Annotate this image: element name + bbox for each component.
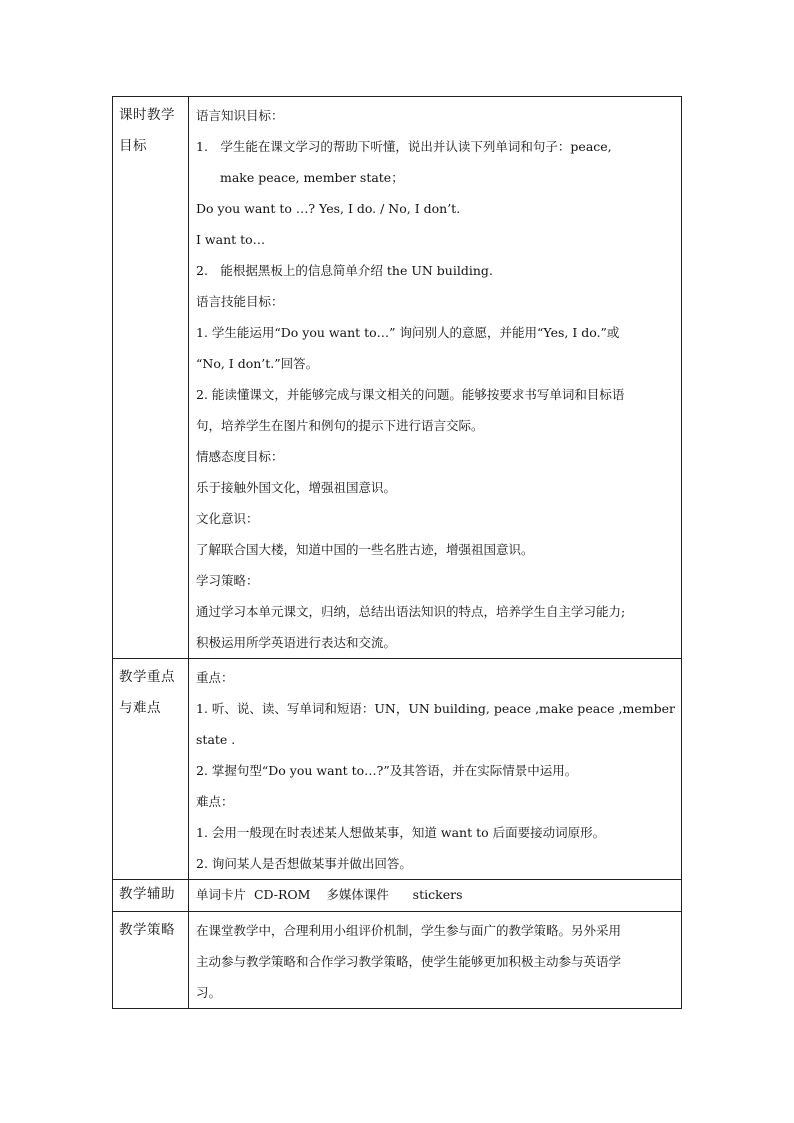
text-line: 2. 掌握句型“Do you want to…?”及其答语，并在实际情景中运用。	[196, 763, 578, 778]
heading-emotion-attitude: 情感态度目标：	[196, 449, 284, 464]
text-line: 1. 会用一般现在时表述某人想做某事，知道 want to 后面要接动词原形。	[196, 825, 606, 840]
heading-difficult-points: 难点：	[196, 794, 234, 809]
text-line: 积极运用所学英语进行表达和交流。	[196, 635, 397, 650]
content-cell-teaching-strategy	[189, 912, 682, 1009]
lesson-plan-page	[112, 96, 681, 1009]
text-line: “No, I don’t.”回答。	[196, 356, 319, 371]
row-label-line: 教学辅助	[119, 886, 175, 902]
row-label-line: 目标	[119, 138, 147, 154]
heading-cultural-awareness: 文化意识：	[196, 511, 259, 526]
text-line: 1. 学生能运用“Do you want to…” 询问别人的意愿，并能用“Yes, I do.”或	[196, 325, 620, 340]
text-line: 乐于接触外国文化，增强祖国意识。	[196, 480, 397, 495]
content-cell-objectives	[189, 97, 682, 659]
text-line: 2. 能读懂课文，并能够完成与课文相关的问题。能够按要求书写单词和目标语	[196, 387, 625, 402]
text-line: 习。	[196, 985, 222, 1000]
label-cell-teaching-strategy	[113, 912, 189, 1009]
heading-learning-strategy: 学习策略：	[196, 573, 259, 588]
text-line: 单词卡片 CD-ROM 多媒体课件 stickers	[196, 887, 463, 902]
row-label-line: 课时教学	[119, 107, 175, 123]
text-line: 主动参与教学策略和合作学习教学策略，使学生能够更加积极主动参与英语学	[196, 954, 622, 969]
text-line: 了解联合国大楼，知道中国的一些名胜古迹，增强祖国意识。	[196, 542, 534, 557]
text-line: 通过学习本单元课文，归纳，总结出语法知识的特点，培养学生自主学习能力;	[196, 604, 626, 619]
lesson-plan-table	[112, 96, 682, 1009]
label-cell-key-points	[113, 659, 189, 880]
text-line: 在课堂教学中，合理利用小组评价机制，学生参与面广的教学策略。另外采用	[196, 923, 622, 938]
heading-language-skills: 语言技能目标：	[196, 294, 284, 309]
text-line: make peace, member state；	[220, 170, 404, 185]
heading-language-knowledge: 语言知识目标：	[196, 108, 284, 123]
text-line: 2. 能根据黑板上的信息简单介绍 the UN building.	[196, 263, 493, 278]
table-row-key-points	[113, 659, 682, 880]
text-line: 2. 询问某人是否想做某事并做出回答。	[196, 856, 412, 871]
table-row-objectives	[113, 97, 682, 659]
row-label-line: 教学重点	[119, 669, 175, 685]
text-line: I want to…	[196, 232, 266, 247]
text-line: state .	[196, 732, 236, 747]
content-cell-teaching-aids	[189, 880, 682, 912]
heading-key-points: 重点：	[196, 670, 234, 685]
text-line: Do you want to …? Yes, I do. / No, I don’t.	[196, 201, 461, 216]
content-cell-key-points	[189, 659, 682, 880]
label-cell-teaching-aids	[113, 880, 189, 912]
row-label-line: 教学策略	[119, 922, 175, 938]
text-line: 1. 听、说、读、写单词和短语：UN，UN building, peace ,make peace ,member	[196, 701, 675, 716]
text-line: 1. 学生能在课文学习的帮助下听懂，说出并认读下列单词和句子：peace,	[196, 139, 612, 154]
row-label-line: 与难点	[119, 700, 161, 716]
table-row-teaching-aids	[113, 880, 682, 912]
table-row-teaching-strategy	[113, 912, 682, 1009]
label-cell-objectives	[113, 97, 189, 659]
text-line: 句，培养学生在图片和例句的提示下进行语言交际。	[196, 418, 484, 433]
